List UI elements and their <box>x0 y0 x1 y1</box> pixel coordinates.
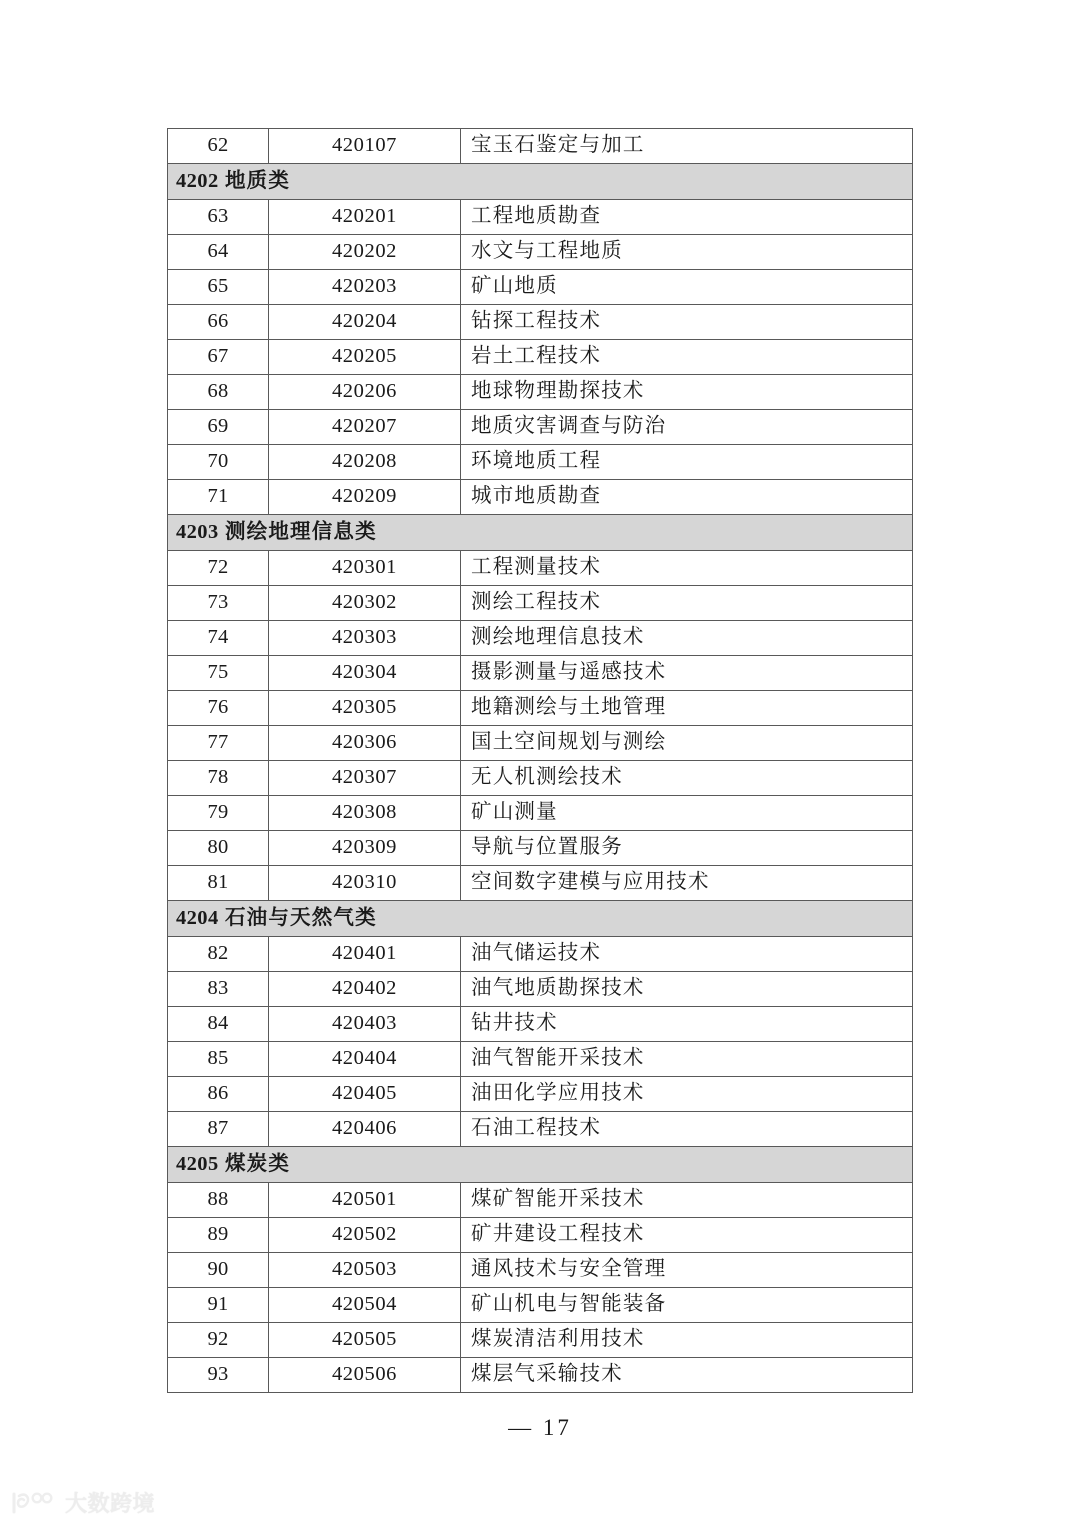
row-major-name: 地质灾害调查与防治 <box>461 410 913 445</box>
row-serial: 62 <box>168 129 269 164</box>
category-code: 4204 <box>176 906 219 929</box>
row-major-name: 油气地质勘探技术 <box>461 972 913 1007</box>
table-row <box>168 1253 913 1288</box>
watermark-label: 大数跨境 <box>65 1491 156 1516</box>
table-row <box>168 691 913 726</box>
row-major-code: 420204 <box>269 305 461 340</box>
row-serial: 71 <box>168 480 269 515</box>
row-serial: 91 <box>168 1288 269 1323</box>
row-major-code: 420107 <box>269 129 461 164</box>
row-major-name: 工程地质勘查 <box>461 200 913 235</box>
row-major-code: 420305 <box>269 691 461 726</box>
row-serial: 79 <box>168 796 269 831</box>
category-header-row <box>168 515 913 551</box>
row-major-name: 水文与工程地质 <box>461 235 913 270</box>
row-major-name: 工程测量技术 <box>461 551 913 586</box>
row-major-name: 矿井建设工程技术 <box>461 1218 913 1253</box>
row-serial: 76 <box>168 691 269 726</box>
row-major-code: 420301 <box>269 551 461 586</box>
row-major-code: 420501 <box>269 1183 461 1218</box>
row-major-name: 油田化学应用技术 <box>461 1077 913 1112</box>
row-serial: 75 <box>168 656 269 691</box>
table-row <box>168 305 913 340</box>
table-row <box>168 551 913 586</box>
row-serial: 68 <box>168 375 269 410</box>
row-major-name: 矿山地质 <box>461 270 913 305</box>
table-row <box>168 1183 913 1218</box>
table-row <box>168 340 913 375</box>
row-major-name: 钻井技术 <box>461 1007 913 1042</box>
row-major-name: 钻探工程技术 <box>461 305 913 340</box>
category-code: 4202 <box>176 169 219 192</box>
row-serial: 66 <box>168 305 269 340</box>
row-major-code: 420201 <box>269 200 461 235</box>
row-major-name: 煤炭清洁利用技术 <box>461 1323 913 1358</box>
row-major-code: 420402 <box>269 972 461 1007</box>
row-major-code: 420310 <box>269 866 461 901</box>
row-serial: 80 <box>168 831 269 866</box>
row-major-code: 420503 <box>269 1253 461 1288</box>
table-row <box>168 1077 913 1112</box>
row-major-name: 宝玉石鉴定与加工 <box>461 129 913 164</box>
table-row <box>168 1218 913 1253</box>
table-row <box>168 796 913 831</box>
row-serial: 70 <box>168 445 269 480</box>
table-row <box>168 586 913 621</box>
row-major-name: 油气储运技术 <box>461 937 913 972</box>
row-major-name: 矿山机电与智能装备 <box>461 1288 913 1323</box>
row-major-code: 420302 <box>269 586 461 621</box>
category-header-cell <box>168 164 913 200</box>
table-row <box>168 937 913 972</box>
row-major-code: 420304 <box>269 656 461 691</box>
category-title: 煤炭类 <box>224 1152 291 1175</box>
category-header-row <box>168 1147 913 1183</box>
row-major-code: 420203 <box>269 270 461 305</box>
row-major-name: 国土空间规划与测绘 <box>461 726 913 761</box>
major-catalog-table <box>167 128 913 1393</box>
table-row <box>168 1042 913 1077</box>
category-header-row <box>168 164 913 200</box>
row-major-name: 矿山测量 <box>461 796 913 831</box>
row-major-name: 煤矿智能开采技术 <box>461 1183 913 1218</box>
table-row <box>168 375 913 410</box>
table-row <box>168 410 913 445</box>
watermark <box>10 1487 155 1518</box>
row-serial: 77 <box>168 726 269 761</box>
row-major-name: 地球物理勘探技术 <box>461 375 913 410</box>
row-serial: 78 <box>168 761 269 796</box>
row-major-name: 环境地质工程 <box>461 445 913 480</box>
table-row <box>168 1358 913 1393</box>
row-serial: 92 <box>168 1323 269 1358</box>
row-major-code: 420401 <box>269 937 461 972</box>
row-major-name: 岩土工程技术 <box>461 340 913 375</box>
row-major-code: 420403 <box>269 1007 461 1042</box>
category-code: 4205 <box>176 1152 219 1175</box>
table-row <box>168 761 913 796</box>
table-row <box>168 129 913 164</box>
row-serial: 74 <box>168 621 269 656</box>
table-row <box>168 270 913 305</box>
row-serial: 87 <box>168 1112 269 1147</box>
table-row <box>168 1323 913 1358</box>
row-major-code: 420208 <box>269 445 461 480</box>
row-major-code: 420306 <box>269 726 461 761</box>
row-major-name: 煤层气采输技术 <box>461 1358 913 1393</box>
row-serial: 69 <box>168 410 269 445</box>
category-header-cell <box>168 1147 913 1183</box>
row-serial: 72 <box>168 551 269 586</box>
row-major-name: 导航与位置服务 <box>461 831 913 866</box>
row-major-name: 地籍测绘与土地管理 <box>461 691 913 726</box>
row-major-code: 420502 <box>269 1218 461 1253</box>
category-header-cell <box>168 901 913 937</box>
row-serial: 64 <box>168 235 269 270</box>
category-title: 测绘地理信息类 <box>224 520 377 543</box>
row-major-code: 420309 <box>269 831 461 866</box>
row-serial: 65 <box>168 270 269 305</box>
table-row <box>168 831 913 866</box>
table-row <box>168 200 913 235</box>
row-major-code: 420506 <box>269 1358 461 1393</box>
table-row <box>168 1112 913 1147</box>
row-major-name: 油气智能开采技术 <box>461 1042 913 1077</box>
brand-logo-icon <box>10 1490 58 1516</box>
row-major-code: 420308 <box>269 796 461 831</box>
row-serial: 93 <box>168 1358 269 1393</box>
row-major-name: 通风技术与安全管理 <box>461 1253 913 1288</box>
row-major-code: 420405 <box>269 1077 461 1112</box>
category-header-row <box>168 901 913 937</box>
row-major-code: 420504 <box>269 1288 461 1323</box>
row-serial: 67 <box>168 340 269 375</box>
row-major-name: 摄影测量与遥感技术 <box>461 656 913 691</box>
row-serial: 89 <box>168 1218 269 1253</box>
row-serial: 90 <box>168 1253 269 1288</box>
row-serial: 73 <box>168 586 269 621</box>
page-number: — 17 <box>508 1415 572 1440</box>
row-serial: 88 <box>168 1183 269 1218</box>
row-major-code: 420202 <box>269 235 461 270</box>
row-serial: 83 <box>168 972 269 1007</box>
table-row <box>168 621 913 656</box>
table-row <box>168 480 913 515</box>
table-row <box>168 866 913 901</box>
row-major-code: 420303 <box>269 621 461 656</box>
table-row <box>168 726 913 761</box>
row-major-name: 空间数字建模与应用技术 <box>461 866 913 901</box>
row-major-name: 石油工程技术 <box>461 1112 913 1147</box>
table-body <box>168 129 913 1393</box>
table-row <box>168 445 913 480</box>
category-title: 石油与天然气类 <box>224 906 377 929</box>
row-major-name: 城市地质勘查 <box>461 480 913 515</box>
category-header-cell <box>168 515 913 551</box>
row-serial: 63 <box>168 200 269 235</box>
row-serial: 84 <box>168 1007 269 1042</box>
row-major-code: 420406 <box>269 1112 461 1147</box>
row-major-code: 420207 <box>269 410 461 445</box>
category-code: 4203 <box>176 520 219 543</box>
table-row <box>168 1007 913 1042</box>
table-row <box>168 972 913 1007</box>
row-major-code: 420307 <box>269 761 461 796</box>
row-major-code: 420205 <box>269 340 461 375</box>
table-row <box>168 235 913 270</box>
row-major-code: 420404 <box>269 1042 461 1077</box>
row-serial: 85 <box>168 1042 269 1077</box>
row-major-name: 测绘地理信息技术 <box>461 621 913 656</box>
table-row <box>168 1288 913 1323</box>
row-major-code: 420206 <box>269 375 461 410</box>
table-row <box>168 656 913 691</box>
row-major-code: 420505 <box>269 1323 461 1358</box>
row-serial: 82 <box>168 937 269 972</box>
row-major-code: 420209 <box>269 480 461 515</box>
category-title: 地质类 <box>224 169 291 192</box>
row-major-name: 测绘工程技术 <box>461 586 913 621</box>
row-major-name: 无人机测绘技术 <box>461 761 913 796</box>
row-serial: 86 <box>168 1077 269 1112</box>
row-serial: 81 <box>168 866 269 901</box>
